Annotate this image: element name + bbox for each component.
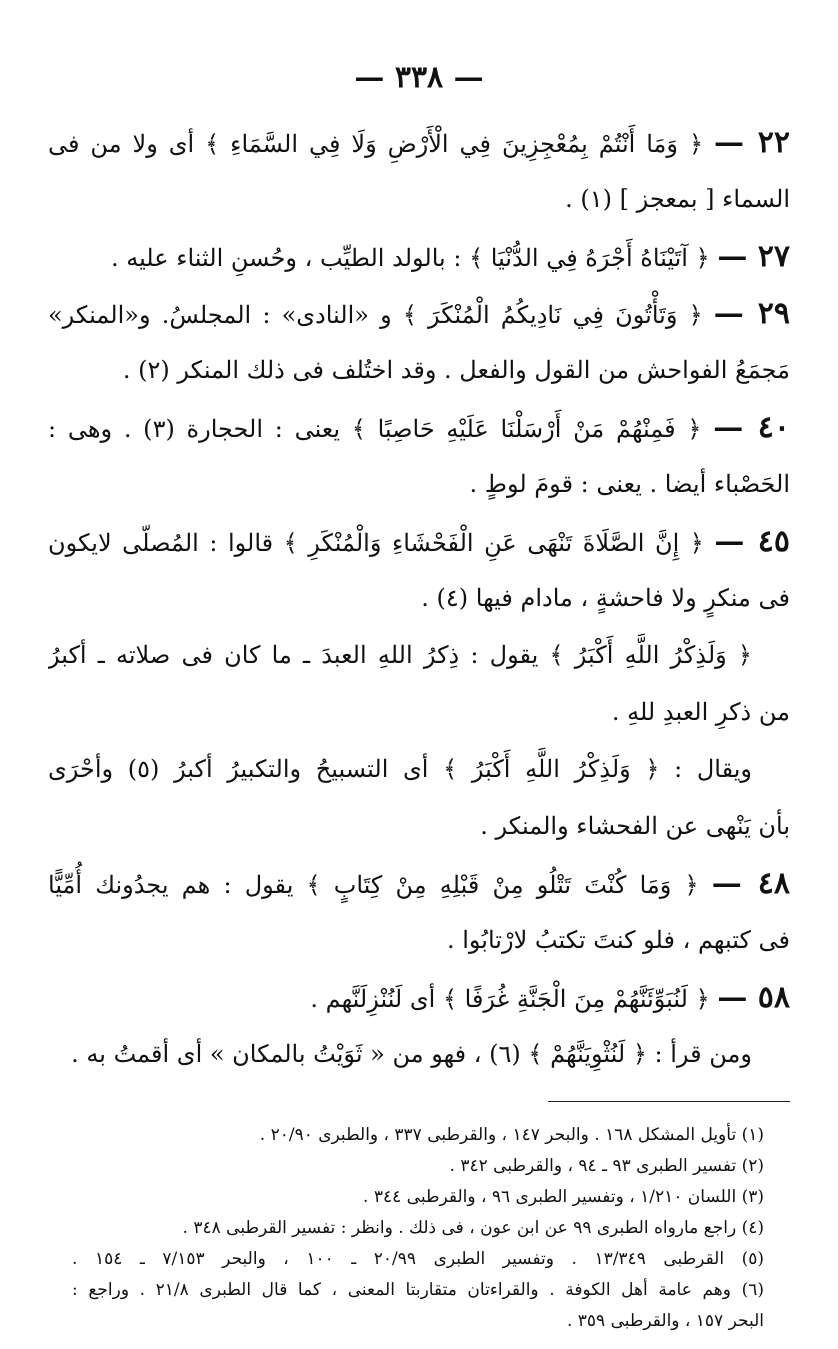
text-line: [48, 456, 790, 513]
text-line: [48, 342, 790, 399]
footnote: (٣) اللسان ١/٢١٠ ، وتفسير الطبرى ٩٦ ، والقرطبى ٣٤٤ .: [363, 1187, 764, 1207]
line-text: ﴿ وَمَا أَنْتُمْ بِمُعْجِزِينَ فِي الْأَرْضِ وَلَا فِي السَّمَاءِ ﴾ أى ولا من فى: [48, 130, 704, 158]
page-number: — ٣٣٨ —: [354, 60, 484, 95]
footnote: (٤) راجع مارواه الطبرى ٩٩ عن ابن عون ، فى ذلك . وانظر : تفسير القرطبى ٣٤٨ .: [182, 1218, 764, 1238]
line-text: الحَصْباء أيضا . يعنى : قومَ لوطٍ .: [469, 470, 790, 498]
text-line: [48, 1026, 790, 1083]
footnotes: [48, 1120, 790, 1337]
footnote: (٥) القرطبى ١٣/٣٤٩ . وتفسير الطبرى ٢٠/٩٩ ـ ١٠٠ ، والبحر ٧/١٥٣ ـ ١٥٤ .: [72, 1249, 764, 1269]
verse-number: ٤٠ —: [713, 410, 790, 445]
text-line: [48, 114, 790, 171]
line-text: ومن قرأ : ﴿ لَنُثْوِيَنَّهُمْ ﴾ (٦) ، فهو من « ثَوَيْتُ بالمكان » أى أقمتُ به .: [71, 1040, 752, 1068]
line-text: ﴿ فَمِنْهُمْ مَنْ أَرْسَلْنَا عَلَيْهِ حَاصِبًا ﴾ يعنى : الحجارة (٣) . وهى :: [48, 415, 702, 443]
line-text: ﴿ وَلَذِكْرُ اللَّهِ أَكْبَرُ ﴾ يقول : ذِكرُ اللهِ العبدَ ـ ما كان فى صلاته ـ أكبرُ: [48, 641, 752, 669]
text-line: [48, 912, 790, 969]
text-line: [48, 228, 790, 285]
footnote: البحر ١٥٧ ، والقرطبى ٣٥٩ .: [566, 1311, 764, 1331]
body-text: [48, 114, 790, 1083]
text-line: [48, 513, 790, 570]
footnote-divider: [548, 1101, 790, 1102]
verse-number: ٥٨ —: [717, 980, 790, 1015]
verse-number: ٤٥ —: [714, 524, 790, 559]
line-text: ويقال : ﴿ وَلَذِكْرُ اللَّهِ أَكْبَرُ ﴾ أى التسبيحُ والتكبيرُ أكبرُ (٥) وأحْرَى: [48, 755, 753, 783]
line-text: ﴿ إِنَّ الصَّلَاةَ تَنْهَى عَنِ الْفَحْشَاءِ وَالْمُنْكَرِ ﴾ قالوا : المُصلّى لايكون: [48, 529, 704, 557]
text-line: [48, 855, 790, 912]
line-text: من ذكرِ العبدِ للهِ .: [611, 698, 790, 726]
line-text: مَجمَعُ الفواحش من القول والفعل . وقد اختُلف فى ذلك المنكر (٢) .: [122, 356, 790, 384]
text-line: [48, 798, 790, 855]
verse-number: ٢٢ —: [713, 125, 790, 160]
footnote: (٦) وهم عامة أهل الكوفة . والقراءتان متقاربتا المعنى ، كما قال الطبرى ٢١/٨ . وراجع :: [72, 1280, 764, 1300]
text-line: [48, 399, 790, 456]
text-line: [48, 570, 790, 627]
text-line: [48, 684, 790, 741]
text-line: [48, 285, 790, 342]
verse-number: ٤٨ —: [711, 866, 790, 901]
line-text: ﴿ آتَيْنَاهُ أَجْرَهُ فِي الدُّنْيَا ﴾ : بالولد الطيِّب ، وحُسنِ الثناء عليه .: [110, 244, 710, 272]
footnote: (١) تأويل المشكل ١٦٨ . والبحر ١٤٧ ، والقرطبى ٣٣٧ ، والطبرى ٢٠/٩٠ .: [259, 1125, 764, 1145]
line-text: فى منكرٍ ولا فاحشةٍ ، مادام فيها (٤) .: [421, 584, 790, 612]
text-line: [48, 171, 790, 228]
text-line: [48, 627, 790, 684]
verse-number: ٢٩ —: [713, 296, 790, 331]
verse-number: ٢٧ —: [717, 239, 790, 274]
line-text: ﴿ وَتَأْتُونَ فِي نَادِيكُمُ الْمُنْكَرَ ﴾ و «النادى» : المجلسُ. و«المنكر»: [48, 301, 703, 329]
footnote: (٢) تفسير الطبرى ٩٣ ـ ٩٤ ، والقرطبى ٣٤٢ .: [449, 1156, 764, 1176]
line-text: بأن يَنْهى عن الفحشاء والمنكر .: [480, 812, 790, 840]
line-text: ﴿ لَنُبَوِّئَنَّهُمْ مِنَ الْجَنَّةِ غُرَفًا ﴾ أى لَنُنْزِلَنَّهم .: [310, 985, 710, 1013]
line-text: فى كتبهم ، فلو كنتَ تكتبُ لارْتابُوا .: [446, 926, 790, 954]
text-line: [48, 741, 790, 798]
text-line: [48, 969, 790, 1026]
line-text: السماء [ بمعجز ] (١) .: [565, 185, 790, 213]
line-text: ﴿ وَمَا كُنْتَ تَتْلُو مِنْ قَبْلِهِ مِنْ كِتَابٍ ﴾ يقول : هم يجدُونك أُمِّيًّا: [48, 871, 699, 899]
